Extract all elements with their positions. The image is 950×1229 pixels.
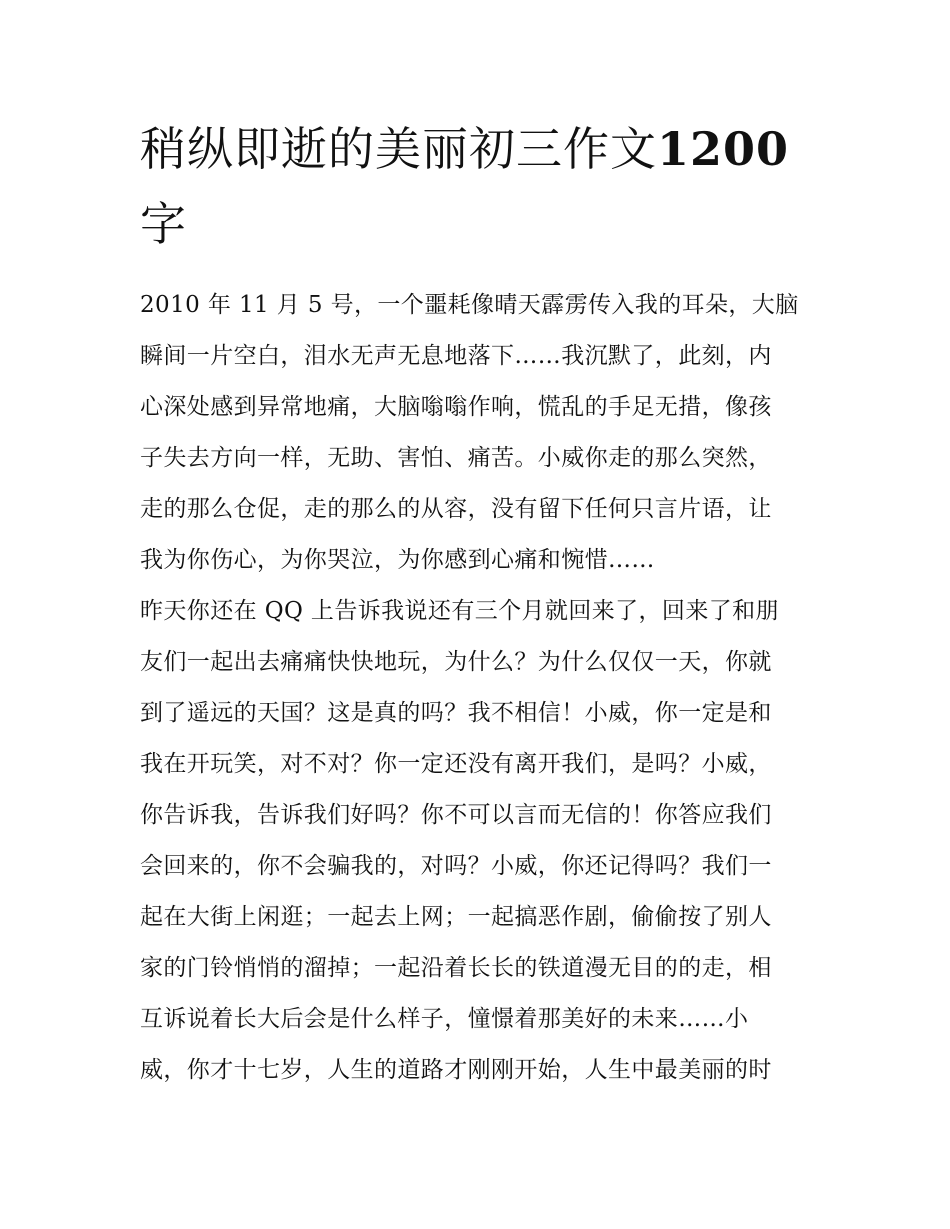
body-line: 2010 年 11 月 5 号，一个噩耗像晴天霹雳传入我的耳朵，大脑 — [140, 292, 799, 318]
body-line: 走的那么仓促，走的那么的从容，没有留下任何只言片语，让 — [140, 496, 772, 522]
body-line: 心深处感到异常地痛，大脑嗡嗡作响，慌乱的手足无措，像孩 — [140, 394, 772, 420]
body-line: 子失去方向一样，无助、害怕、痛苦。小威你走的那么突然， — [140, 445, 772, 471]
body-line: 威，你才十七岁，人生的道路才刚刚开始，人生中最美丽的时 — [140, 1057, 772, 1083]
body-line: 起在大街上闲逛；一起去上网；一起搞恶作剧，偷偷按了别人 — [140, 904, 772, 930]
body-line: 我在开玩笑，对不对？你一定还没有离开我们，是吗？小威， — [140, 751, 772, 777]
body-line: 我为你伤心，为你哭泣，为你感到心痛和惋惜…… — [140, 547, 655, 573]
title-suffix: 字 — [140, 197, 187, 251]
title-text: 稍纵即逝的美丽初三作文 — [140, 122, 657, 176]
body-line: 互诉说着长大后会是什么样子，憧憬着那美好的未来……小 — [140, 1006, 749, 1032]
body-line: 友们一起出去痛痛快快地玩，为什么？为什么仅仅一天，你就 — [140, 649, 772, 675]
body-line: 昨天你还在 QQ 上告诉我说还有三个月就回来了，回来了和朋 — [140, 598, 779, 624]
body-line: 家的门铃悄悄的溜掉；一起沿着长长的铁道漫无目的的走，相 — [140, 955, 772, 981]
document-body — [140, 280, 812, 1096]
body-line: 会回来的，你不会骗我的，对吗？小威，你还记得吗？我们一 — [140, 853, 772, 879]
body-line: 你告诉我，告诉我们好吗？你不可以言而无信的！你答应我们 — [140, 802, 772, 828]
body-line: 到了遥远的天国？这是真的吗？我不相信！小威，你一定是和 — [140, 700, 772, 726]
title-number: 1200 — [657, 122, 790, 176]
body-line: 瞬间一片空白，泪水无声无息地落下……我沉默了，此刻，内 — [140, 343, 772, 369]
document-title — [140, 112, 820, 262]
